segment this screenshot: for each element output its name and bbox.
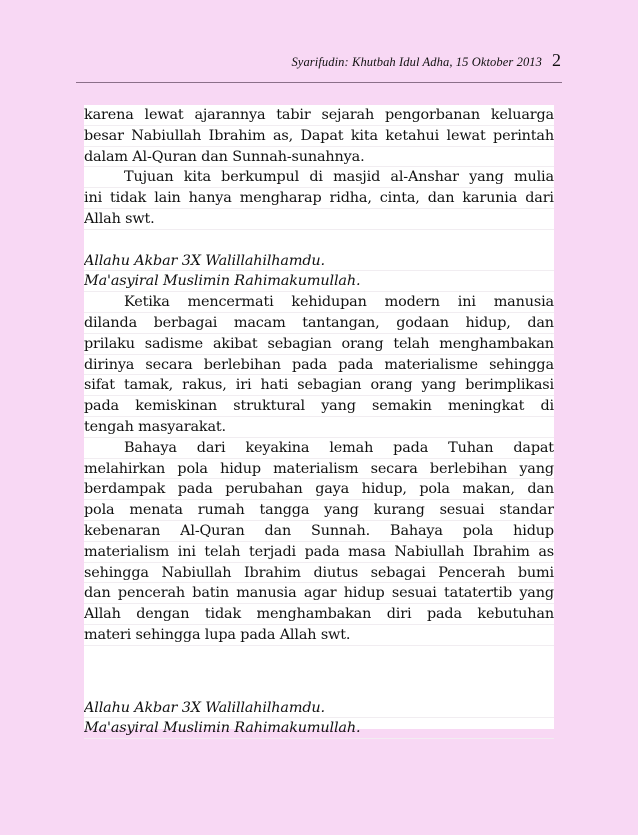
word: menata <box>129 502 183 519</box>
word: macam <box>233 314 286 331</box>
word: orang <box>341 335 384 352</box>
word: Ibrahim <box>208 127 266 144</box>
word: tantangan, <box>302 314 380 331</box>
word: semakin <box>372 398 432 415</box>
word: struktural <box>233 398 305 415</box>
word: kebenaran <box>84 522 161 539</box>
page-number: 2 <box>552 50 561 70</box>
word: besar <box>84 127 124 144</box>
word: akibat <box>212 335 258 352</box>
text-line: tengah masyarakat. <box>84 417 554 438</box>
word: Pencerah <box>438 564 506 581</box>
text-line <box>84 459 554 480</box>
word: Bahaya <box>124 439 177 456</box>
word: pola <box>84 502 115 519</box>
word: pada <box>426 606 462 623</box>
word: menghambakan <box>439 335 554 352</box>
word: Tuhan <box>448 439 494 456</box>
word: batin <box>192 585 229 602</box>
word: kebutuhan <box>477 606 554 623</box>
word: dan <box>527 481 554 498</box>
word: modern <box>384 294 440 311</box>
word: keyakina <box>245 439 310 456</box>
text-line <box>84 604 554 625</box>
text-line: materi sehingga lupa pada Allah swt. <box>84 625 554 646</box>
word: Ibrahim <box>244 564 301 581</box>
word: di <box>309 169 323 186</box>
text-line <box>84 500 554 521</box>
word: sesuai <box>391 585 437 602</box>
word: lewat <box>144 107 184 123</box>
word: pencerah <box>117 585 186 602</box>
word: rakus, <box>182 377 227 394</box>
word: dari <box>525 190 554 207</box>
word: materialism <box>273 460 359 477</box>
word: sebagian <box>267 335 332 352</box>
word: standar <box>499 502 554 519</box>
word: kita <box>350 127 378 144</box>
word: berdampak <box>84 481 166 498</box>
word: berbagai <box>153 314 218 331</box>
text-line: Allahu Akbar 3X Walillahilhamdu. <box>84 698 554 719</box>
text-line: Allahu Akbar 3X Walillahilhamdu. <box>84 251 554 272</box>
word: ridha, <box>329 190 372 207</box>
word: lemah <box>329 439 374 456</box>
word: hidup <box>513 522 554 539</box>
word: as, <box>272 127 294 144</box>
word: dapat <box>513 439 554 456</box>
word: berlebihan <box>203 356 281 373</box>
page-header <box>291 50 561 71</box>
word: pola <box>462 522 494 539</box>
word: tabir <box>276 107 311 123</box>
blank-line <box>84 677 554 698</box>
word: hanya <box>188 190 232 207</box>
word: godaan <box>396 314 449 331</box>
text-line <box>84 396 554 417</box>
word: sebagai <box>370 564 426 581</box>
text-line <box>84 375 554 396</box>
word: tidak <box>204 606 242 623</box>
word: sehingga <box>84 564 149 581</box>
word: hidup <box>220 460 261 477</box>
word: Nabiullah <box>394 543 465 560</box>
text-line <box>84 188 554 209</box>
word: kehidupan <box>291 294 367 311</box>
word: mencermati <box>187 294 274 311</box>
word: prilaku <box>84 335 135 352</box>
word: cinta, <box>379 190 420 207</box>
word: hidup, <box>465 314 511 331</box>
word: dan <box>427 190 455 207</box>
word: dan <box>84 585 111 602</box>
word: materialisme <box>384 356 478 373</box>
blank-line <box>84 646 554 677</box>
document-body <box>84 105 554 737</box>
word: Nabiullah <box>131 127 202 144</box>
word: menghambakan <box>256 606 372 623</box>
word: mulia <box>513 169 554 186</box>
word: sifat <box>84 377 115 394</box>
word: agar <box>303 585 337 602</box>
word: Ibrahim <box>472 543 530 560</box>
text-line <box>84 542 554 563</box>
word: tamak, <box>124 377 174 394</box>
word: manusia <box>236 585 297 602</box>
text-line <box>84 313 554 334</box>
word: pada <box>177 481 213 498</box>
word: lewat <box>446 127 486 144</box>
word: tidak <box>110 190 147 207</box>
text-line <box>84 438 554 459</box>
word: kita <box>183 169 211 186</box>
word: yang <box>324 502 359 519</box>
word: pola <box>177 460 208 477</box>
word: pada <box>292 356 328 373</box>
text-line <box>84 126 554 147</box>
word: pola <box>419 481 450 498</box>
word: di <box>540 398 554 415</box>
word: al-Anshar <box>390 169 459 186</box>
word: orang <box>370 377 413 394</box>
word: Sunnah. <box>311 522 371 539</box>
word: berlebihan <box>429 460 508 477</box>
text-line: Allah swt. <box>84 209 554 230</box>
word: mengharap <box>239 190 322 207</box>
word: masa <box>348 543 386 560</box>
word: Nabiullah <box>161 564 232 581</box>
text-line <box>84 334 554 355</box>
word: as <box>538 543 554 560</box>
word: keluarga <box>490 107 554 123</box>
word: sadisme <box>144 335 204 352</box>
word: rumah <box>197 502 245 519</box>
word: sehingga <box>489 356 554 373</box>
word: meningkat <box>447 398 525 415</box>
word: pada <box>393 439 429 456</box>
word: terjadi <box>248 543 296 560</box>
word: sebagian <box>297 377 362 394</box>
word: karunia <box>462 190 518 207</box>
word: tatatertib <box>444 585 513 602</box>
text-line <box>84 167 554 188</box>
word: lain <box>154 190 181 207</box>
text-line <box>84 563 554 584</box>
text-line <box>84 105 554 126</box>
word: pada <box>338 356 374 373</box>
word: ini <box>457 294 476 311</box>
word: Al-Quran <box>180 522 245 539</box>
word: tangga <box>259 502 310 519</box>
word: dari <box>196 439 226 456</box>
text-line <box>84 292 554 313</box>
word: sejarah <box>321 107 375 123</box>
text-line: Ma'asyiral Muslimin Rahimakumullah. <box>84 718 554 739</box>
word: yang <box>519 460 554 477</box>
word: gaya <box>315 481 350 498</box>
text-line <box>84 355 554 376</box>
word: yang <box>321 398 356 415</box>
word: hidup, <box>361 481 407 498</box>
word: karena <box>84 107 134 123</box>
text-line <box>84 521 554 542</box>
word: Bahaya <box>390 522 443 539</box>
text-line <box>84 479 554 500</box>
word: ajarannya <box>194 107 266 123</box>
word: dan <box>527 314 554 331</box>
word: iri <box>235 377 252 394</box>
word: perubahan <box>225 481 303 498</box>
word: melahirkan <box>84 460 166 477</box>
word: sesuai <box>439 502 485 519</box>
text-line: Ma'asyiral Muslimin Rahimakumullah. <box>84 271 554 292</box>
word: diri <box>386 606 412 623</box>
header-rule <box>76 82 562 83</box>
word: hati <box>260 377 289 394</box>
word: dengan <box>136 606 190 623</box>
word: yang <box>469 169 504 186</box>
word: dirinya <box>84 356 135 373</box>
word: pengorbanan <box>384 107 480 123</box>
word: ini <box>84 190 103 207</box>
word: yang <box>421 377 457 394</box>
word: Tujuan <box>124 169 174 186</box>
word: dilanda <box>84 314 138 331</box>
word: secara <box>145 356 193 373</box>
text-line <box>84 583 554 604</box>
word: materialism <box>84 543 170 560</box>
word: telah <box>204 543 241 560</box>
word: masjid <box>333 169 381 186</box>
word: yang <box>519 585 554 602</box>
word: kemiskinan <box>135 398 218 415</box>
word: berimplikasi <box>465 377 554 394</box>
word: Ketika <box>124 294 170 311</box>
word: pada <box>84 398 119 415</box>
word: berkumpul <box>221 169 300 186</box>
word: ketahui <box>385 127 440 144</box>
word: ini <box>177 543 196 560</box>
word: dan <box>264 522 292 539</box>
blank-line <box>84 230 554 251</box>
text-line: dalam Al-Quran dan Sunnah-sunahnya. <box>84 147 554 168</box>
word: hidup <box>343 585 385 602</box>
word: telah <box>393 335 430 352</box>
word: perintah <box>493 127 554 144</box>
word: pada <box>304 543 340 560</box>
word: manusia <box>493 294 554 311</box>
word: diutus <box>313 564 359 581</box>
word: Allah <box>84 606 121 623</box>
word: kurang <box>373 502 425 519</box>
word: makan, <box>462 481 515 498</box>
word: secara <box>370 460 418 477</box>
word: Dapat <box>300 127 344 144</box>
word: bumi <box>517 564 554 581</box>
header-title: Syarifudin: Khutbah Idul Adha, 15 Oktober 2013 <box>291 55 542 69</box>
